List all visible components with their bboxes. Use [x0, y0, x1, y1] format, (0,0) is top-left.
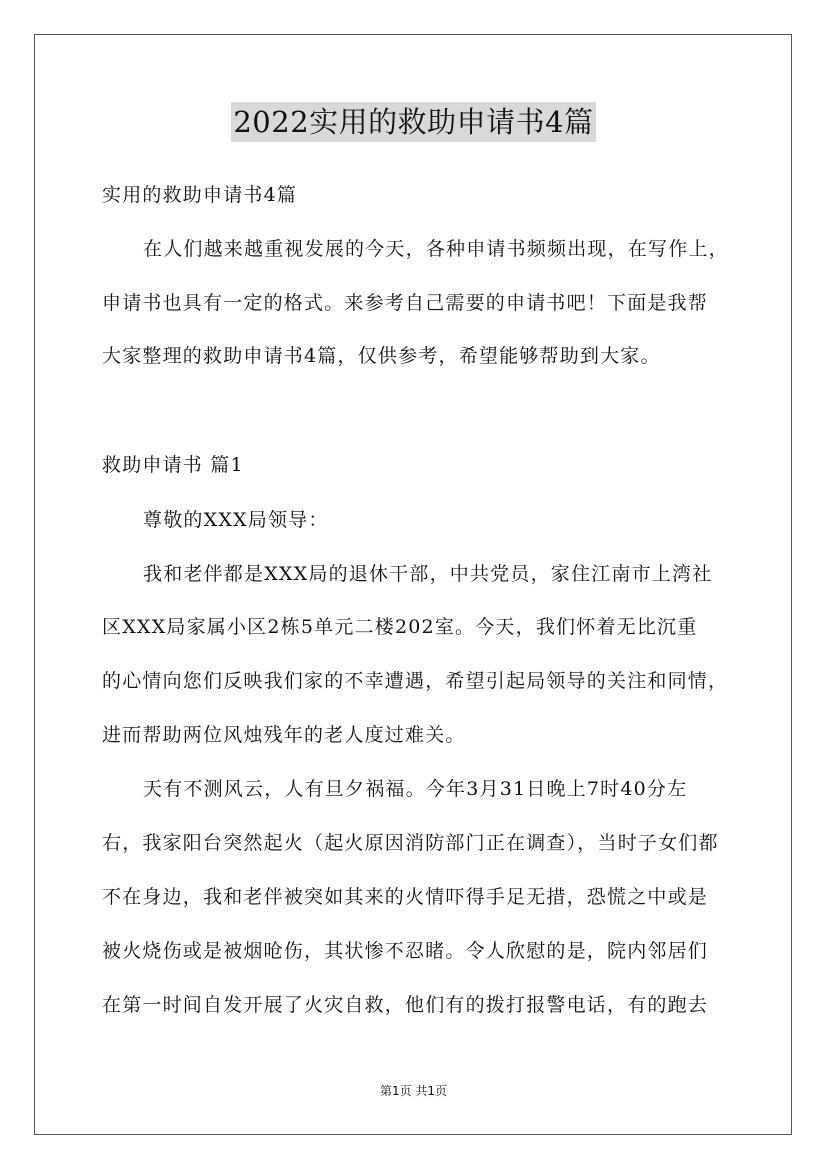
document-subtitle: 实用的救助申请书4篇	[102, 184, 298, 206]
intro-line: 大家整理的救助申请书4篇，仅供参考，希望能够帮助到大家。	[102, 345, 661, 367]
paragraph-line: 我和老伴都是XXX局的退休干部，中共党员，家住江南市上湾社	[143, 563, 713, 585]
paragraph-line: 进而帮助两位风烛残年的老人度过难关。	[102, 724, 466, 746]
intro-line: 在人们越来越重视发展的今天，各种申请书频频出现，在写作上，	[143, 238, 729, 260]
paragraph-line: 天有不测风云，人有旦夕祸福。今年3月31日晚上7时40分左	[143, 778, 688, 800]
paragraph-line: 的心情向您们反映我们家的不幸遭遇，希望引起局领导的关注和同情，	[102, 670, 729, 692]
section-heading: 救助申请书 篇1	[102, 454, 244, 476]
paragraph-line: 区XXX局家属小区2栋5单元二楼202室。今天，我们怀着无比沉重	[102, 616, 698, 638]
document-title: 2022实用的救助申请书4篇	[231, 102, 595, 142]
paragraph-line: 不在身边，我和老伴被突如其来的火情吓得手足无措，恐慌之中或是	[102, 886, 709, 908]
title-wrap	[0, 102, 827, 142]
salutation: 尊敬的XXX局领导：	[143, 509, 329, 531]
intro-line: 申请书也具有一定的格式。来参考自己需要的申请书吧！下面是我帮	[102, 292, 709, 314]
paragraph-line: 被火烧伤或是被烟呛伤，其状惨不忍睹。令人欣慰的是，院内邻居们	[102, 940, 709, 962]
page-footer: 第1页 共1页	[379, 1084, 448, 1098]
paragraph-line: 在第一时间自发开展了火灾自救，他们有的拨打报警电话，有的跑去	[102, 994, 709, 1016]
paragraph-line: 右，我家阳台突然起火（起火原因消防部门正在调查），当时子女们都	[102, 832, 719, 854]
